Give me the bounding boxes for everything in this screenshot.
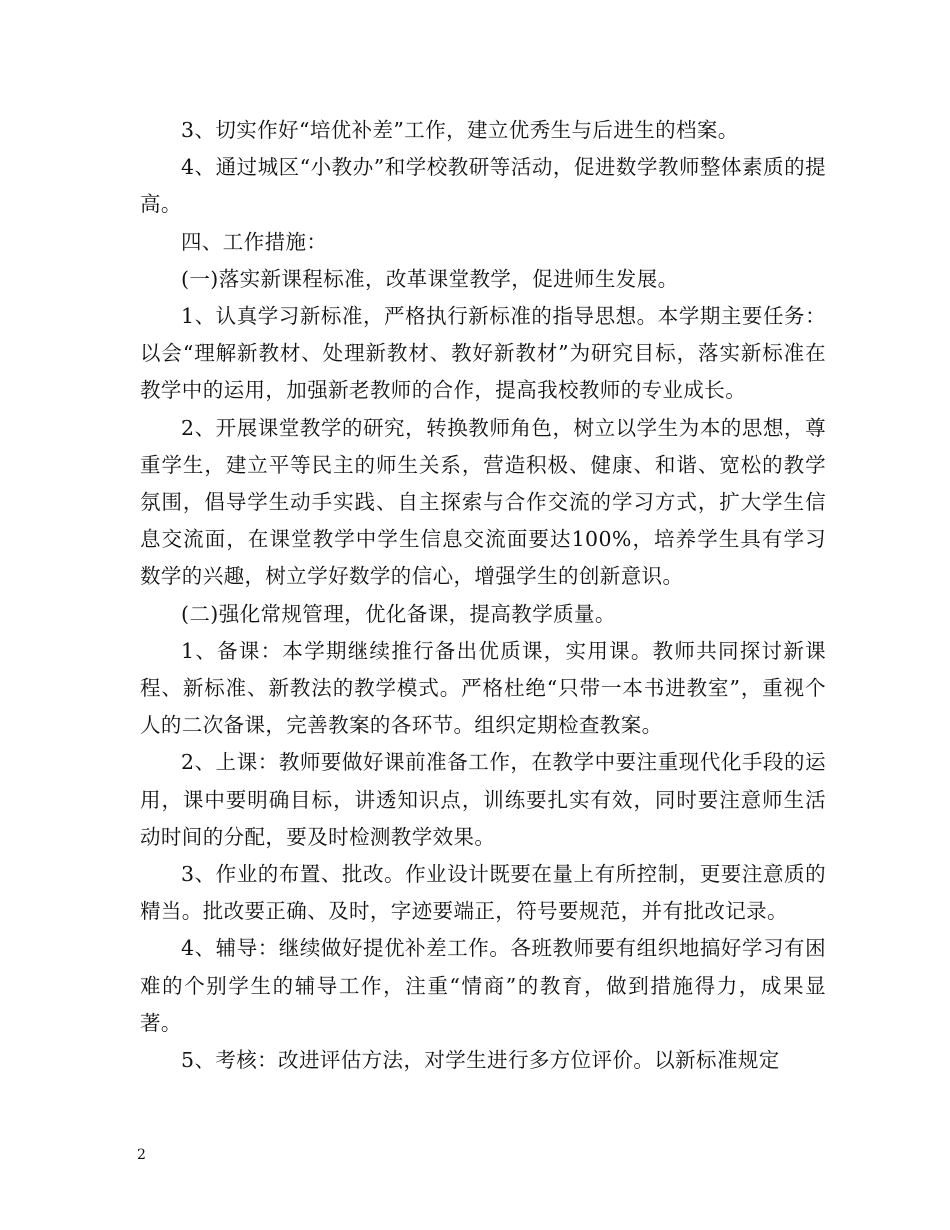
paragraph-measure-2-1: 1、备课：本学期继续推行备出优质课，实用课。教师共同探讨新课程、新标准、新教法的教学模式。严格杜绝“只带一本书进教室”，重视个人的二次备课，完善教案的各环节。组织定期检查教案。 <box>140 638 826 738</box>
paragraph-measure-2-2: 2、上课：教师要做好课前准备工作，在教学中要注重现代化手段的运用，课中要明确目标，讲透知识点，训练要扎实有效，同时要注意师生活动时间的分配，要及时检测教学效果。 <box>140 750 826 849</box>
document-body <box>140 112 826 1079</box>
page-number: 2 <box>137 1147 146 1163</box>
paragraph-goal-3: 3、切实作好“培优补差”工作，建立优秀生与后进生的档案。 <box>181 118 739 142</box>
paragraph-goal-4: 4、通过城区“小教办”和学校教研等活动，促进数学教师整体素质的提高。 <box>140 155 826 217</box>
paragraph-measure-2-3: 3、作业的布置、批改。作业设计既要在量上有所控制，更要注意质的精当。批改要正确、及时，字迹要端正，符号要规范，并有批改记录。 <box>140 862 826 924</box>
paragraph-measure-1-1: 1、认真学习新标准，严格执行新标准的指导思想。本学期主要任务：以会“理解新教材、处理新教材、教好新教材”为研究目标，落实新标准在教学中的运用，加强新老教师的合作，提高我校教师的专业成长。 <box>140 304 826 403</box>
subsection-heading-2: (二)强化常规管理，优化备课，提高教学质量。 <box>181 601 616 626</box>
paragraph-measure-1-2: 2、开展课堂教学的研究，转换教师角色，树立以学生为本的思想，尊重学生，建立平等民主的师生关系，营造积极、健康、和谐、宽松的教学氛围，倡导学生动手实践、自主探索与合作交流的学习方式，扩大学生信息交流面，在课堂教学中学生信息交流面要达100%，培养学生具有学习数学的兴趣，树立学好数学的信心，增强学生的创新意识。 <box>140 415 826 589</box>
subsection-heading-1: (一)落实新课程标准，改革课堂教学，促进师生发展。 <box>181 266 679 291</box>
paragraph-measure-2-4: 4、辅导：继续做好提优补差工作。各班教师要有组织地搞好学习有困难的个别学生的辅导工作，注重“情商”的教育，做到措施得力，成果显著。 <box>140 936 826 1035</box>
section-heading-measures: 四、工作措施： <box>181 229 328 254</box>
paragraph-measure-2-5: 5、考核：改进评估方法，对学生进行多方位评价。以新标准规定 <box>181 1048 780 1073</box>
